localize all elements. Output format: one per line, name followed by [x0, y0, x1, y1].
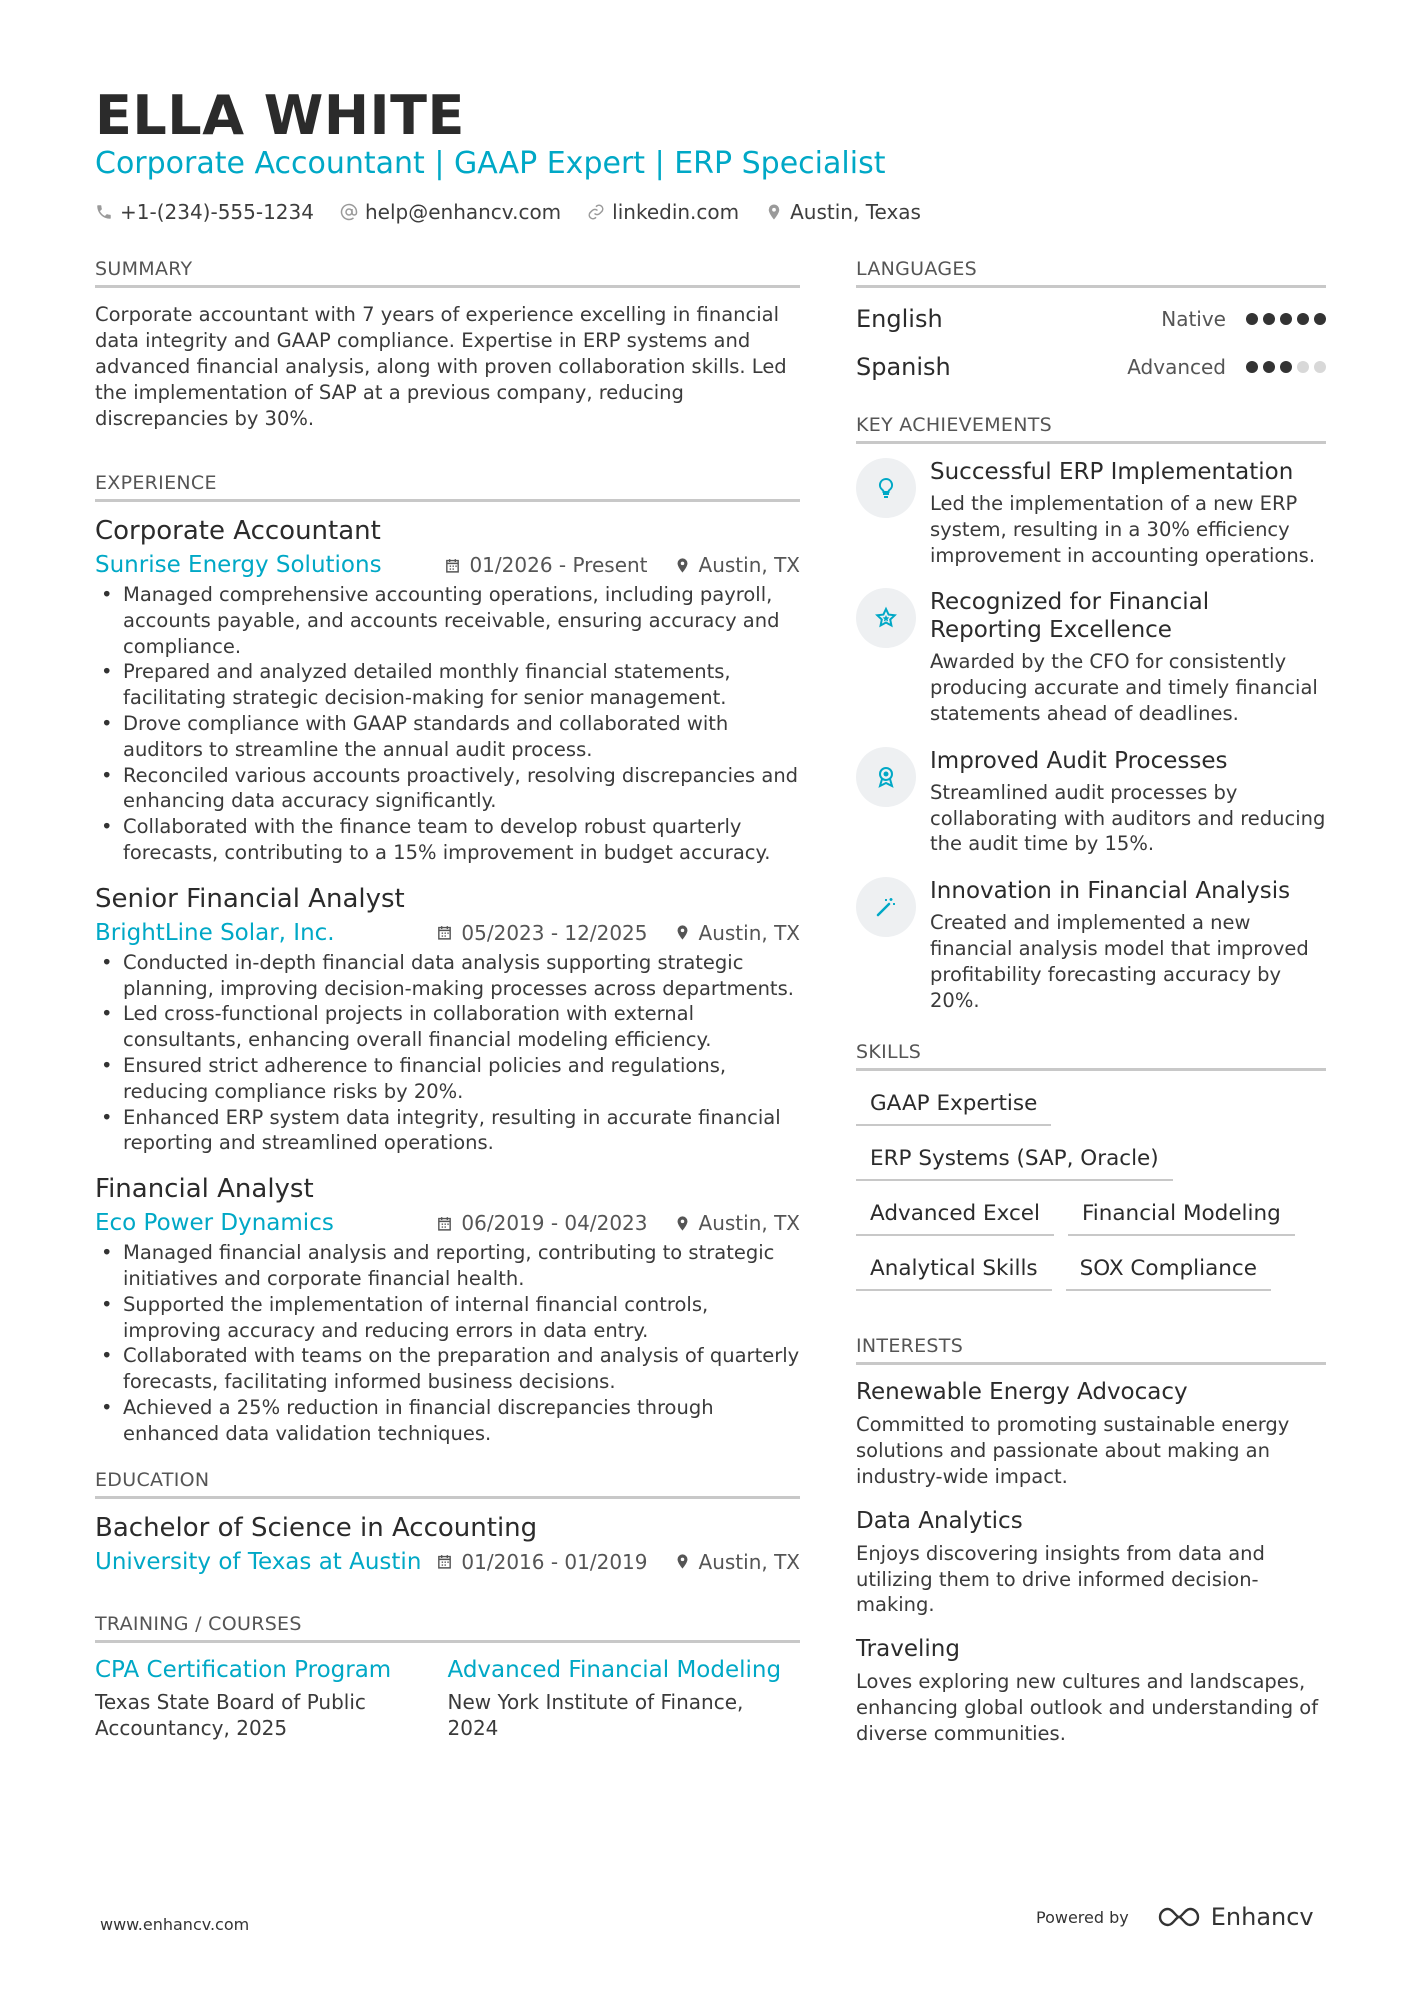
company-name: BrightLine Solar, Inc. — [95, 919, 335, 946]
achievement-body — [930, 458, 1326, 568]
linkedin-text: linkedin.com — [612, 200, 740, 224]
course-item — [448, 1657, 801, 1741]
achievement-item — [856, 588, 1326, 726]
education-dates: 01/2016 - 01/2019 — [461, 1549, 648, 1574]
job-bullets — [95, 1240, 800, 1446]
footer-branding — [1036, 1903, 1314, 1931]
interest-desc: Loves exploring new cultures and landscapes, enhancing global outlook and understanding of diverse communities. — [856, 1670, 1319, 1745]
languages-heading: LANGUAGES — [856, 258, 1326, 288]
job-dates-text: 06/2019 - 04/2023 — [461, 1211, 648, 1236]
phone-icon — [95, 203, 113, 221]
bullet-item: • Drove compliance with GAAP standards and collaborated with auditors to streamline the annual audit process. — [95, 711, 800, 763]
bullet-item: • Led cross-functional projects in collaboration with external consultants, enhancing overall financial modeling efficiency. — [95, 1001, 800, 1053]
course-name: Advanced Financial Modeling — [447, 1656, 782, 1683]
enhancv-logo-icon — [1157, 1906, 1201, 1928]
location-pin-icon — [674, 924, 691, 941]
company-name: Sunrise Energy Solutions — [95, 552, 382, 578]
rating-dot-empty — [1314, 361, 1326, 373]
phone-text: +1-(234)-555-1234 — [120, 200, 314, 224]
location-pin-icon — [765, 203, 783, 221]
language-level: Native — [1161, 307, 1226, 331]
achievement-body — [930, 877, 1326, 1013]
achievement-item — [856, 458, 1326, 568]
job-bullets — [95, 950, 800, 1156]
interest-title: Data Analytics — [856, 1507, 1023, 1534]
job-dates-text: 01/2026 - Present — [469, 553, 648, 577]
interest-item — [856, 1636, 1326, 1746]
summary-heading: SUMMARY — [95, 258, 800, 288]
rating-dot-filled — [1280, 313, 1292, 325]
rating-dot-filled — [1263, 313, 1275, 325]
job-entry — [95, 1174, 800, 1446]
lightbulb-icon — [874, 476, 898, 500]
rating-dot-filled — [1246, 313, 1258, 325]
course-list — [95, 1657, 800, 1741]
right-column — [856, 258, 1326, 1765]
skill-tag: ERP Systems (SAP, Oracle) — [856, 1140, 1173, 1181]
achievement-title: Improved Audit Processes — [930, 747, 1228, 774]
job-meta-right — [444, 553, 800, 577]
course-name: CPA Certification Program — [95, 1656, 392, 1683]
location-pin-icon — [674, 1553, 691, 1570]
course-org: Texas State Board of Public Accountancy, 2025 — [95, 1689, 366, 1740]
job-entry — [95, 516, 800, 866]
job-location — [674, 553, 800, 577]
candidate-name: ELLA WHITE — [95, 84, 465, 147]
language-level: Advanced — [1127, 355, 1226, 379]
link-icon — [587, 203, 605, 221]
calendar-icon — [436, 1215, 453, 1232]
contact-bar — [95, 200, 921, 224]
job-meta-right — [436, 1211, 800, 1235]
contact-phone[interactable] — [95, 200, 314, 224]
calendar-icon — [436, 1553, 453, 1570]
achievement-icon-circle — [856, 588, 916, 648]
bullet-item: • Ensured strict adherence to financial policies and regulations, reducing compliance risks by 20%. — [95, 1053, 800, 1105]
job-location — [674, 921, 800, 945]
left-column — [95, 258, 800, 1741]
skill-tag: GAAP Expertise — [856, 1085, 1051, 1126]
location-pin-icon — [674, 1215, 691, 1232]
at-icon — [340, 203, 358, 221]
interest-desc: Committed to promoting sustainable energy solutions and passionate about making an industry-wide impact. — [856, 1413, 1290, 1488]
magic-wand-icon — [874, 895, 898, 919]
job-dates — [436, 921, 647, 945]
skill-tag: Advanced Excel — [856, 1195, 1054, 1236]
footer-website[interactable]: www.enhancv.com — [100, 1915, 250, 1934]
job-location-text: Austin, TX — [698, 920, 800, 945]
rating-dot-empty — [1297, 361, 1309, 373]
interest-title: Traveling — [856, 1636, 960, 1663]
skill-tag: Analytical Skills — [856, 1250, 1052, 1291]
language-proficiency — [1127, 355, 1326, 379]
job-bullets — [95, 582, 800, 866]
calendar-icon — [436, 924, 453, 941]
degree: Bachelor of Science in Accounting — [95, 1512, 538, 1543]
achievement-title: Successful ERP Implementation — [930, 459, 1294, 485]
education-entry — [95, 1513, 800, 1575]
summary-text: Corporate accountant with 7 years of experience excelling in financial data integrity and GAAP compliance. Expertise in ERP systems and advanced financial analysis, along with proven collaboration skills. Led the implementation of SAP at a previous company, reducing discrepancies by 30%. — [95, 303, 787, 430]
bullet-item: • Prepared and analyzed detailed monthly financial statements, facilitating strategic decision-making for senior management. — [95, 659, 800, 711]
experience-list — [95, 516, 800, 1447]
interests-heading: INTERESTS — [856, 1335, 1326, 1365]
skill-tag: Financial Modeling — [1068, 1195, 1295, 1236]
skill-tag: SOX Compliance — [1066, 1250, 1271, 1291]
interest-list — [856, 1379, 1326, 1746]
achievement-title: Innovation in Financial Analysis — [930, 878, 1291, 905]
bullet-item: • Reconciled various accounts proactively, resolving discrepancies and enhancing data accuracy significantly. — [95, 763, 800, 815]
job-dates-text: 05/2023 - 12/2025 — [461, 920, 648, 945]
education-heading: EDUCATION — [95, 1469, 800, 1499]
brand-logo[interactable] — [1157, 1903, 1314, 1931]
bullet-item: • Supported the implementation of internal financial controls, improving accuracy and reducing errors in data entry. — [95, 1292, 800, 1344]
achievement-body — [930, 747, 1326, 857]
rating-dots — [1246, 313, 1326, 325]
star-icon — [874, 606, 898, 630]
achievements-heading: KEY ACHIEVEMENTS — [856, 414, 1326, 444]
rating-dot-filled — [1314, 313, 1326, 325]
rating-dot-filled — [1263, 361, 1275, 373]
bullet-item: • Achieved a 25% reduction in financial discrepancies through enhanced data validation techniques. — [95, 1395, 800, 1447]
job-title: Financial Analyst — [95, 1174, 314, 1205]
achievement-icon-circle — [856, 458, 916, 518]
achievement-title: Recognized for Financial Reporting Excellence — [930, 589, 1210, 644]
course-item — [95, 1657, 448, 1741]
job-title: Corporate Accountant — [95, 516, 381, 546]
rating-dot-filled — [1297, 313, 1309, 325]
job-location-text: Austin, TX — [698, 553, 800, 577]
contact-linkedin[interactable] — [587, 200, 739, 224]
job-dates — [444, 553, 647, 577]
job-meta-right — [436, 921, 800, 945]
rating-dot-filled — [1280, 361, 1292, 373]
company-name: Eco Power Dynamics — [95, 1210, 334, 1237]
interest-title: Renewable Energy Advocacy — [856, 1379, 1188, 1406]
bullet-item: • Managed financial analysis and reporting, contributing to strategic initiatives and corporate financial health. — [95, 1240, 800, 1292]
skills-heading: SKILLS — [856, 1041, 1326, 1071]
location-text: Austin, Texas — [790, 200, 921, 224]
skill-row — [856, 1085, 1326, 1140]
language-name: Spanish — [856, 353, 951, 381]
skill-list — [856, 1085, 1326, 1305]
job-entry — [95, 884, 800, 1156]
achievement-icon-circle — [856, 747, 916, 807]
education-meta — [95, 1549, 800, 1575]
powered-by-label: Powered by — [1036, 1907, 1129, 1927]
job-dates — [436, 1211, 647, 1235]
achievement-item — [856, 877, 1326, 1013]
education-location: Austin, TX — [698, 1549, 800, 1574]
achievement-desc: Awarded by the CFO for consistently producing accurate and timely financial statements ahead of deadlines. — [930, 650, 1318, 725]
calendar-icon — [444, 557, 461, 574]
training-heading: TRAINING / COURSES — [95, 1613, 800, 1643]
interest-item — [856, 1508, 1326, 1618]
bullet-item: • Enhanced ERP system data integrity, resulting in accurate financial reporting and streamlined operations. — [95, 1105, 800, 1157]
candidate-title: Corporate Accountant | GAAP Expert | ERP Specialist — [95, 146, 886, 181]
achievement-desc: Streamlined audit processes by collaborating with auditors and reducing the audit time by 15%. — [930, 780, 1326, 856]
skill-row — [856, 1195, 1326, 1250]
achievement-item — [856, 747, 1326, 857]
language-proficiency — [1161, 307, 1326, 331]
job-meta — [95, 920, 800, 946]
contact-email[interactable] — [340, 200, 561, 224]
award-icon — [874, 765, 898, 789]
skill-row — [856, 1250, 1326, 1305]
rating-dots — [1246, 361, 1326, 373]
achievement-body — [930, 588, 1326, 726]
language-list — [856, 302, 1326, 384]
bullet-item: • Managed comprehensive accounting operations, including payroll, accounts payable, and accounts receivable, ensuring accuracy and compliance. — [95, 582, 800, 659]
language-row — [856, 302, 1326, 336]
achievement-desc: Created and implemented a new financial analysis model that improved profitability forecasting accuracy by 20%. — [930, 911, 1309, 1012]
interest-desc: Enjoys discovering insights from data and utilizing them to drive informed decision-making. — [856, 1541, 1265, 1617]
experience-heading: EXPERIENCE — [95, 472, 800, 502]
job-meta — [95, 552, 800, 578]
achievement-desc: Led the implementation of a new ERP system, resulting in a 30% efficiency improvement in accounting operations. — [930, 492, 1316, 567]
achievement-icon-circle — [856, 877, 916, 937]
language-row — [856, 350, 1326, 384]
brand-name: Enhancv — [1210, 1903, 1314, 1931]
course-org: New York Institute of Finance, 2024 — [447, 1689, 744, 1740]
location-pin-icon — [674, 557, 691, 574]
job-meta — [95, 1210, 800, 1236]
job-location-text: Austin, TX — [698, 1211, 800, 1236]
bullet-item: • Collaborated with the finance team to develop robust quarterly forecasts, contributing to a 15% improvement in budget accuracy. — [95, 814, 800, 866]
bullet-item: • Conducted in-depth financial data analysis supporting strategic planning, improving decision-making processes across departments. — [95, 950, 800, 1002]
job-location — [674, 1211, 800, 1235]
email-text: help@enhancv.com — [364, 200, 562, 224]
school-name: University of Texas at Austin — [95, 1548, 422, 1575]
rating-dot-filled — [1246, 361, 1258, 373]
contact-location — [765, 200, 921, 224]
skill-row — [856, 1140, 1326, 1195]
language-name: English — [856, 305, 943, 333]
interest-item — [856, 1379, 1326, 1489]
bullet-item: • Collaborated with teams on the preparation and analysis of quarterly forecasts, facilitating informed business decisions. — [95, 1343, 800, 1395]
job-title: Senior Financial Analyst — [95, 883, 405, 914]
achievement-list — [856, 458, 1326, 1013]
